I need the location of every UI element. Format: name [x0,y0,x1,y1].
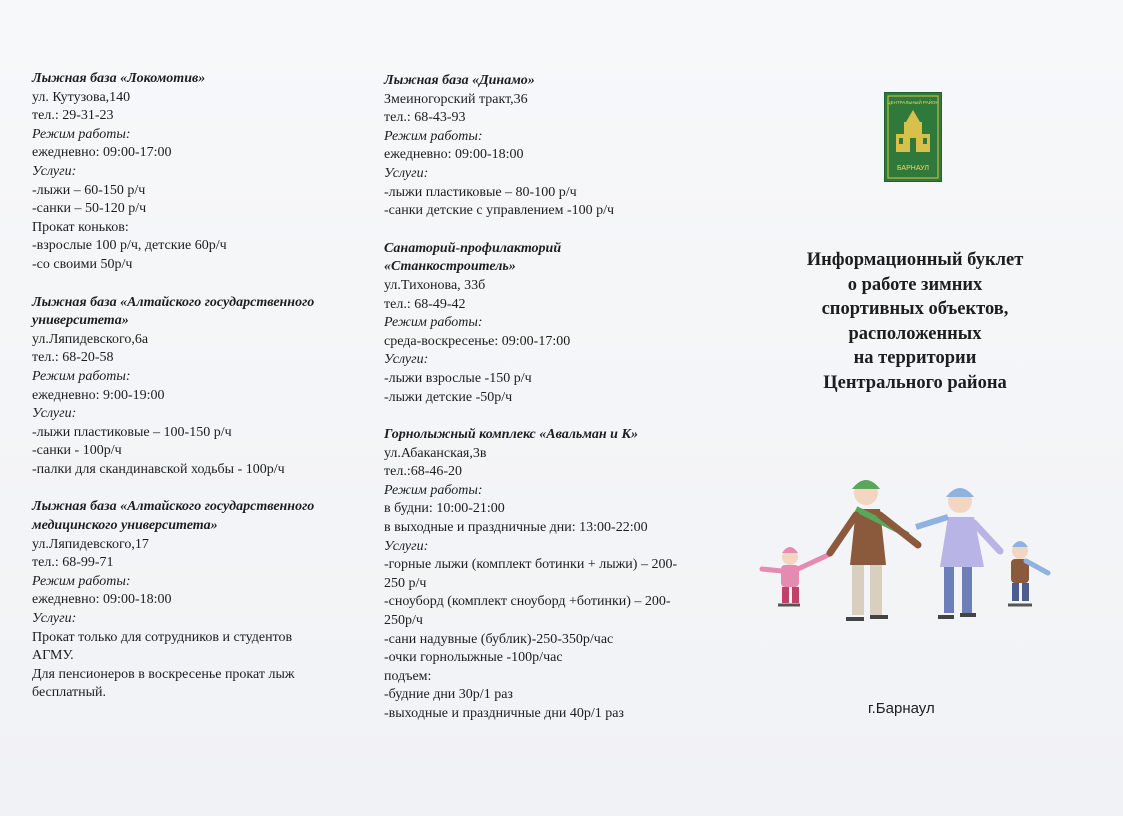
venue-phone: тел.: 68-43-93 [384,110,466,126]
title-line: расположенных [848,323,982,344]
services-label: Услуги: [384,352,429,368]
venue-hours: ежедневно: 09:00-18:00 [384,147,524,163]
service-line: -со своими 50р/ч [32,256,133,272]
booklet-title [770,248,1060,395]
services-label: Услуги: [32,406,77,422]
services-label: Услуги: [32,611,77,627]
service-line: -лыжи пластиковые – 100-150 р/ч [32,424,232,440]
service-line: бесплатный. [32,685,107,701]
skating-family-illustration [748,465,1058,630]
service-line: -лыжи – 60-150 р/ч [32,182,146,198]
service-line: Прокат коньков: [32,219,129,235]
service-line: -санки детские с управлением -100 р/ч [384,203,615,219]
venue-address: Змеиногорский тракт,36 [384,91,528,107]
venue-title: Лыжная база «Локомотив» [32,71,206,86]
venue-hours: в будни: 10:00-21:00 [384,501,505,517]
venue-hours: в выходные и праздничные дни: 13:00-22:00 [384,520,648,536]
service-line: Для пенсионеров в воскресенье прокат лыж [32,666,295,682]
service-line: -лыжи взрослые -150 р/ч [384,370,532,386]
venue-hours: ежедневно: 09:00-18:00 [32,592,172,608]
service-line: -лыжи детские -50р/ч [384,389,513,405]
district-emblem-icon [884,92,942,182]
service-line: -взрослые 100 р/ч, детские 60р/ч [32,238,227,254]
venue-address: ул.Ляпидевского,17 [32,536,149,552]
service-line: 250 р/ч [384,575,427,591]
hours-label: Режим работы: [32,573,131,589]
venue-hours: ежедневно: 09:00-17:00 [32,145,172,161]
venue-lokomotiv [32,70,377,275]
venue-address: ул.Тихонова, 33б [384,277,486,293]
title-line: о работе зимних [847,274,983,295]
venue-altai-state-university [32,294,377,480]
hours-label: Режим работы: [32,368,131,384]
venue-hours: среда-воскресенье: 09:00-17:00 [384,333,571,349]
hours-label: Режим работы: [384,482,483,498]
hours-label: Режим работы: [384,128,483,144]
venue-title: Лыжная база «Динамо» [384,73,535,88]
venue-title: «Станкостроитель» [384,259,516,275]
service-line: -сноуборд (комплект сноуборд +ботинки) – 200- [384,594,671,610]
adult-woman-figure [916,488,1000,617]
service-line: 250р/ч [384,613,423,629]
venue-dinamo [384,72,729,221]
city-name: г.Барнаул [868,700,935,717]
venue-phone: тел.: 29-31-23 [32,108,114,124]
services-label: Услуги: [32,163,77,179]
service-line: Прокат только для сотрудников и студентов [32,629,293,645]
title-line: Информационный буклет [806,250,1024,270]
column-left [32,70,377,722]
venue-title: медицинского университета» [32,518,218,534]
venue-title: Лыжная база «Алтайского государственного [32,294,315,310]
venue-title: университета» [32,313,129,329]
service-line: -будние дни 30р/1 раз [384,687,513,703]
service-line: -палки для скандинавской ходьбы - 100р/ч [32,461,285,477]
service-line: -лыжи пластиковые – 80-100 р/ч [384,184,577,200]
venue-stankostroitel [384,240,729,407]
venue-phone: тел.: 68-49-42 [384,296,466,312]
column-middle [384,72,729,743]
emblem-top-text: ЦЕНТРАЛЬНЫЙ РАЙОН [887,100,939,105]
service-line: -сани надувные (бублик)-250-350р/час [384,631,614,647]
service-line: -санки – 50-120 р/ч [32,201,147,217]
emblem-bottom-text: БАРНАУЛ [896,165,930,172]
venue-title: Горнолыжный комплекс «Авальман и К» [384,427,638,443]
child-right-figure [1008,541,1048,605]
venue-title: Лыжная база «Алтайского государственного [32,499,315,515]
venue-phone: тел.: 68-99-71 [32,555,114,571]
services-label: Услуги: [384,538,429,554]
venue-hours: ежедневно: 9:00-19:00 [32,387,165,403]
hours-label: Режим работы: [32,126,131,142]
title-line: Центрального района [823,372,1007,393]
service-line: -выходные и праздничные дни 40р/1 раз [384,706,624,721]
venue-altai-medical-university [32,498,377,703]
venue-address: ул.Абаканская,3в [384,445,487,461]
title-line: спортивных объектов, [821,299,1009,319]
service-line: -санки - 100р/ч [32,443,122,459]
adult-man-figure [830,480,918,619]
hours-label: Режим работы: [384,315,483,331]
venue-phone: тел.: 68-20-58 [32,350,114,366]
service-line: -горные лыжи (комплект ботинки + лыжи) – 200- [384,557,678,573]
services-label: Услуги: [384,165,429,181]
service-line: -очки горнолыжные -100р/час [384,650,563,666]
service-line: подъем: [384,668,432,684]
venue-avalman [384,426,729,724]
child-left-figure [762,547,828,605]
service-line: АГМУ. [32,648,74,664]
venue-address: ул.Ляпидевского,6а [32,331,149,347]
title-line: на территории [853,348,977,368]
venue-title: Санаторий-профилакторий [384,240,562,256]
venue-phone: тел.:68-46-20 [384,464,463,480]
venue-address: ул. Кутузова,140 [32,89,131,105]
